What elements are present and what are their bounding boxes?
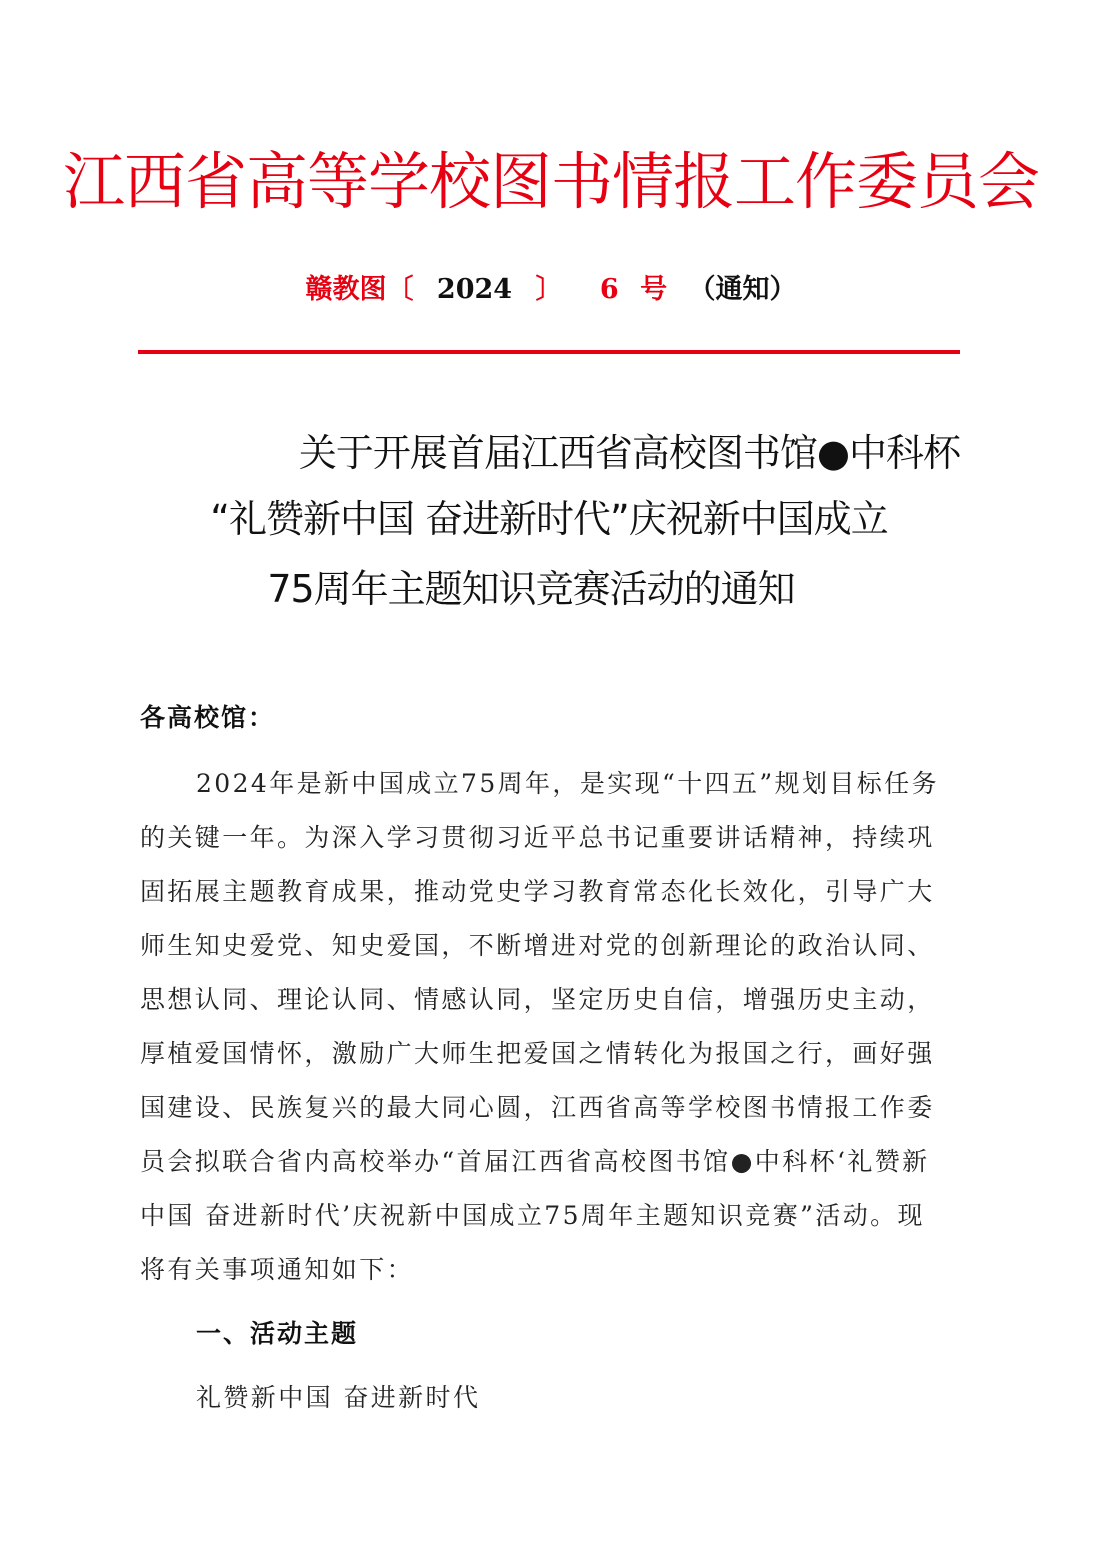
doc-number-bracket: 〕 [535, 274, 563, 305]
document-heading-line-3: 75周年主题知识竞赛活动的通知 [267, 567, 795, 611]
paragraph-line: 思想认同、理论认同、情感认同，坚定历史自信，增强历史主动， [140, 985, 935, 1014]
doc-number-hao: 号 [640, 274, 668, 305]
document-number [0, 270, 1102, 310]
paragraph-line: 厚植爱国情怀，激励广大师生把爱国之情转化为报国之行，画好强 [140, 1039, 935, 1068]
organization-title: 江西省高等学校图书情报工作委员会 [62, 145, 1039, 218]
doc-type: （通知） [688, 274, 797, 305]
section-content: 礼赞新中国 奋进新时代 [196, 1383, 481, 1412]
doc-number-prefix: 赣教图〔 [305, 274, 414, 305]
paragraph-line: 中国 奋进新时代’庆祝新中国成立75周年主题知识竞赛”活动。现 [140, 1201, 925, 1230]
doc-number-year: 2024 [436, 274, 513, 305]
red-divider-line [138, 350, 960, 354]
doc-number-value: 6 [599, 274, 619, 305]
paragraph-line: 2024年是新中国成立75周年，是实现“十四五”规划目标任务 [196, 769, 939, 798]
paragraph-line: 师生知史爱党、知史爱国，不断增进对党的创新理论的政治认同、 [140, 931, 935, 960]
paragraph-line: 国建设、民族复兴的最大同心圆，江西省高等学校图书情报工作委 [140, 1093, 935, 1122]
paragraph-line: 固拓展主题教育成果，推动党史学习教育常态化长效化，引导广大 [140, 877, 935, 906]
paragraph-line: 的关键一年。为深入学习贯彻习近平总书记重要讲话精神，持续巩 [140, 823, 935, 852]
paragraph-line: 将有关事项通知如下： [140, 1255, 415, 1284]
section-heading: 一、活动主题 [196, 1319, 359, 1348]
document-heading-line-2: “礼赞新中国 奋进新时代”庆祝新中国成立 [210, 497, 888, 541]
document-heading-line-1: 关于开展首届江西省高校图书馆●中科杯 [298, 431, 960, 475]
salutation: 各高校馆： [140, 703, 276, 732]
paragraph-line: 员会拟联合省内高校举办“首届江西省高校图书馆●中科杯‘礼赞新 [140, 1147, 930, 1176]
